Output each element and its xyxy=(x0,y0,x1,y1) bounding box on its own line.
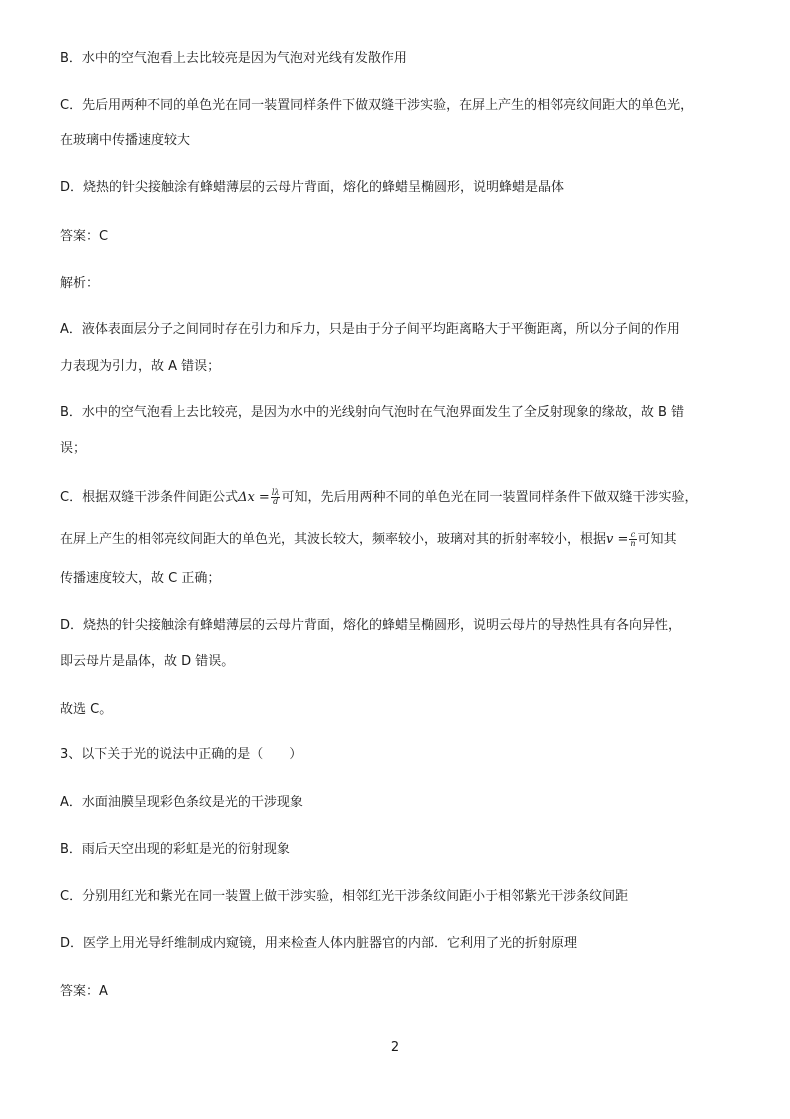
analysis-b-line-1: B．水中的空气泡看上去比较亮，是因为水中的光线射向气泡时在气泡界面发生了全反射现象的缘故，故 B 错 xyxy=(60,405,685,420)
analysis-heading: 解析： xyxy=(60,276,100,291)
formula-fraction-1 xyxy=(271,489,281,506)
q3-answer: 答案：A xyxy=(60,984,108,999)
formula-fraction-2 xyxy=(629,531,636,548)
formula-delta-x: Δx = xyxy=(238,490,270,505)
analysis-a-line-2: 力表现为引力，故 A 错误； xyxy=(60,359,221,374)
analysis-d-line-2: 即云母片是晶体，故 D 错误。 xyxy=(60,654,235,669)
analysis-c-line-1 xyxy=(60,489,697,507)
fraction-numerator: lλ xyxy=(271,488,280,497)
analysis-d-line-1: D．烧热的针尖接触涂有蜂蜡薄层的云母片背面，熔化的蜂蜡呈椭圆形，说明云母片的导热性具有各向异性， xyxy=(60,618,682,633)
analysis-a-line-1: A．液体表面层分子之间同时存在引力和斥力，只是由于分子间平均距离略大于平衡距离，所以分子间的作用 xyxy=(60,322,680,337)
analysis-c-text-start: C．根据双缝干涉条件间距公式 xyxy=(60,490,239,505)
analysis-c-text-start-2: 在屏上产生的相邻亮纹间距大的单色光，其波长较大，频率较小，玻璃对其的折射率较小，根据 xyxy=(60,532,607,547)
option-b-line: B．水中的空气泡看上去比较亮是因为气泡对光线有发散作用 xyxy=(60,51,407,66)
q3-option-b: B．雨后天空出现的彩虹是光的衍射现象 xyxy=(60,842,290,857)
question-3-title: 3、以下关于光的说法中正确的是（ ） xyxy=(60,747,303,762)
answer-line: 答案：C xyxy=(60,229,109,244)
page-number: 2 xyxy=(390,1040,400,1055)
q3-option-d: D．医学上用光导纤维制成内窥镜，用来检查人体内脏器官的内部．它利用了光的折射原理 xyxy=(60,936,578,951)
analysis-c-line-3: 传播速度较大，故 C 正确； xyxy=(60,571,221,586)
option-c-line-2: 在玻璃中传播速度较大 xyxy=(60,133,191,148)
analysis-c-text-end-2: 可知其 xyxy=(637,532,677,547)
fraction-denominator: d xyxy=(273,497,279,506)
option-d-line: D．烧热的针尖接触涂有蜂蜡薄层的云母片背面，熔化的蜂蜡呈椭圆形，说明蜂蜡是晶体 xyxy=(60,180,565,195)
q3-option-c: C．分别用红光和紫光在同一装置上做干涉实验，相邻红光干涉条纹间距小于相邻紫光干涉条纹间距 xyxy=(60,889,629,904)
fraction-numerator: c xyxy=(630,530,636,539)
analysis-b-line-2: 误； xyxy=(60,441,87,456)
q3-option-a: A．水面油膜呈现彩色条纹是光的干涉现象 xyxy=(60,795,303,810)
formula-v: v = xyxy=(606,532,629,547)
fraction-denominator: n xyxy=(630,539,636,548)
analysis-c-line-2 xyxy=(60,531,677,549)
choice-line: 故选 C。 xyxy=(60,702,113,717)
analysis-c-text-end: 可知，先后用两种不同的单色光在同一装置同样条件下做双缝干涉实验， xyxy=(281,490,698,505)
option-c-line-1: C．先后用两种不同的单色光在同一装置同样条件下做双缝干涉实验，在屏上产生的相邻亮纹间距大的单色光， xyxy=(60,98,694,113)
